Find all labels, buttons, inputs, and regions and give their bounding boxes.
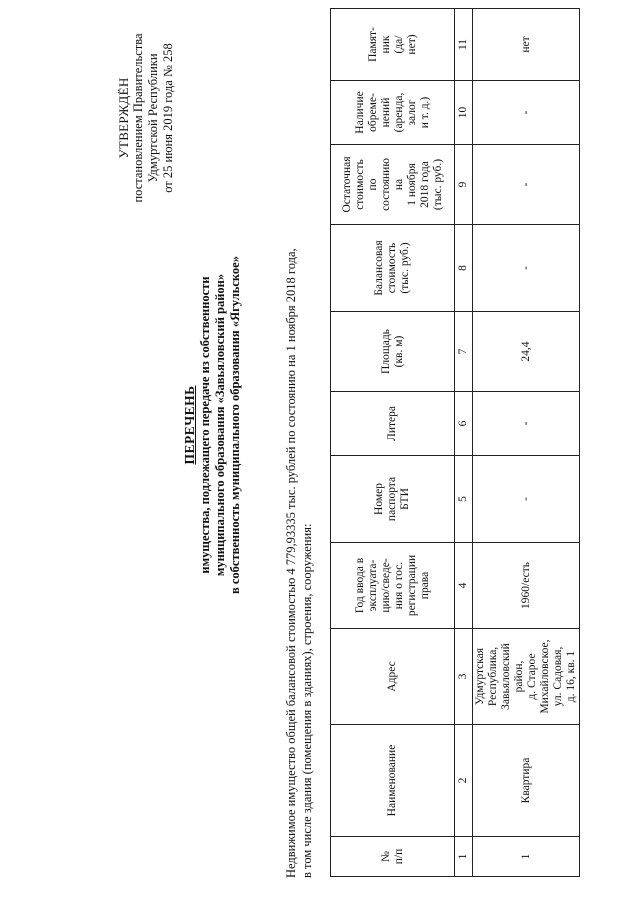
column-number: 1	[455, 837, 473, 877]
approval-stamp	[116, 13, 176, 223]
subtitle-line-3: в собственность муниципального образования «Ягульское»	[228, 256, 242, 594]
header-cell-bti-passport: Номер паспорта БТИ	[331, 456, 455, 543]
column-number: 4	[455, 543, 473, 629]
cell-name: Квартира	[473, 725, 580, 837]
cell-book-value: -	[473, 225, 580, 312]
intro-paragraph	[283, 18, 315, 878]
approval-region: Удмуртской Республики	[146, 53, 160, 183]
cell-monument: нет	[473, 9, 580, 81]
column-number: 2	[455, 725, 473, 837]
column-number: 8	[455, 225, 473, 312]
column-number: 6	[455, 392, 473, 456]
header-cell-book-value: Балансовая стоимость (тыс. руб.)	[331, 225, 455, 312]
column-number: 7	[455, 312, 473, 392]
cell-litera: -	[473, 392, 580, 456]
header-cell-address: Адрес	[331, 629, 455, 725]
column-number: 11	[455, 9, 473, 81]
column-number-row	[455, 9, 473, 877]
approval-issuer: постановлением Правительства	[131, 33, 145, 203]
subtitle-line-1: имущества, подлежащего передаче из собственности	[198, 276, 212, 574]
header-cell-residual-value: Остаточная стоимость по состоянию на 1 ноября 2018 года (тыс. руб.)	[331, 145, 455, 225]
column-number: 3	[455, 629, 473, 725]
document-subtitle	[198, 65, 243, 785]
intro-line-2: в том числе здания (помещения в зданиях), строения, сооружения:	[300, 523, 314, 878]
cell-encumbrance: -	[473, 81, 580, 145]
document-title-block	[182, 65, 243, 785]
property-table	[330, 8, 580, 877]
subtitle-line-2: муниципального образования «Завьяловский район»	[213, 273, 227, 577]
header-cell-area: Площадь (кв. м)	[331, 312, 455, 392]
cell-residual-value: -	[473, 145, 580, 225]
column-number: 10	[455, 81, 473, 145]
header-cell-number: № п/п	[331, 837, 455, 877]
cell-address: Удмуртская Республика, Завьяловский район, д. Старое Михайловское, ул. Садовая, д. 16, кв. 1	[473, 629, 580, 725]
header-cell-litera: Литера	[331, 392, 455, 456]
approval-heading: УТВЕРЖДЁН	[116, 77, 131, 159]
table-header-row	[331, 9, 455, 877]
column-number: 5	[455, 456, 473, 543]
cell-number: 1	[473, 837, 580, 877]
header-cell-monument: Памят- ник (да/ нет)	[331, 9, 455, 81]
cell-area: 24,4	[473, 312, 580, 392]
header-cell-encumbrance: Наличие обреме- нений (аренда, залог и т. д.)	[331, 81, 455, 145]
approval-date: от 25 июня 2019 года № 258	[161, 43, 175, 193]
cell-year: 1960/есть	[473, 543, 580, 629]
intro-line-1: Недвижимое имущество общей балансовой стоимостью 4 779,93335 тыс. рублей по состоянию на 1 ноября 2018 года,	[284, 248, 298, 878]
header-cell-name: Наименование	[331, 725, 455, 837]
document-title: ПЕРЕЧЕНЬ	[182, 385, 197, 465]
header-cell-year: Год ввода в эксплуата- цию/сведе- ния о гос. регистрации права	[331, 543, 455, 629]
cell-bti-passport: -	[473, 456, 580, 543]
table-row	[473, 9, 580, 877]
column-number: 9	[455, 145, 473, 225]
